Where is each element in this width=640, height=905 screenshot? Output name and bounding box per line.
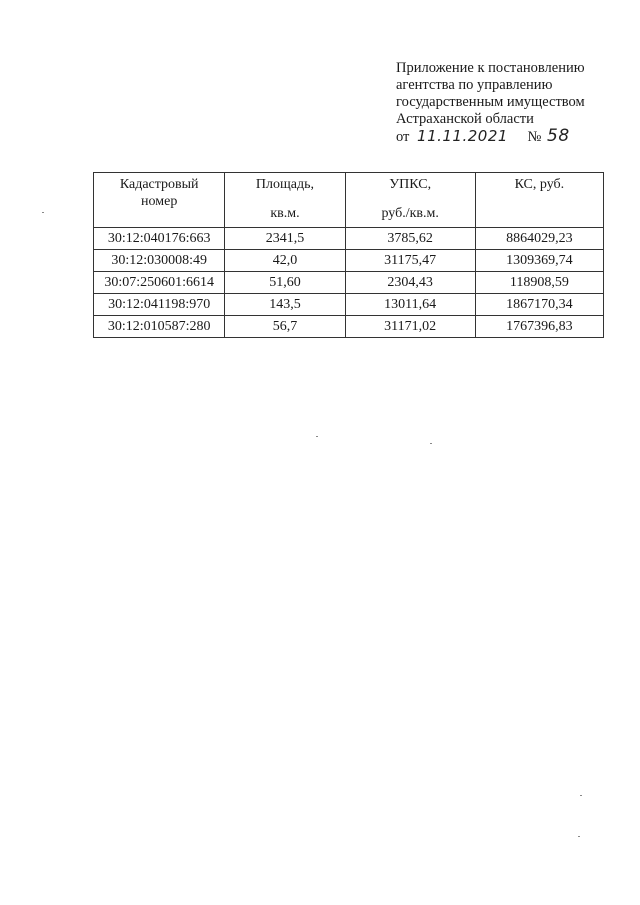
cell-area: 51,60 [225, 272, 345, 294]
cell-ks: 1309369,74 [475, 250, 603, 272]
column-header-line: номер [141, 194, 178, 209]
cell-cadastral-number: 30:12:010587:280 [94, 316, 225, 338]
from-label: от [396, 129, 410, 145]
cell-cadastral-number: 30:12:040176:663 [94, 228, 225, 250]
scan-speck [42, 212, 44, 213]
order-date-handwritten: 11.11.2021 [417, 127, 508, 145]
cell-cadastral-number: 30:12:030008:49 [94, 250, 225, 272]
table-row [94, 294, 604, 316]
cell-ks: 8864029,23 [475, 228, 603, 250]
scan-speck [580, 795, 582, 796]
cell-cadastral-number: 30:07:250601:6614 [94, 272, 225, 294]
column-header-line: Кадастровый [119, 177, 199, 192]
order-number-handwritten: 58 [547, 126, 570, 146]
column-header-cadastral-number [94, 173, 225, 228]
header-line-4: Астраханской области [396, 111, 534, 127]
cadastral-value-table [93, 172, 604, 338]
column-header-ks [475, 173, 603, 228]
column-header-line: УПКС, [389, 177, 432, 192]
cell-ks: 1767396,83 [475, 316, 603, 338]
cell-area: 42,0 [225, 250, 345, 272]
table-row [94, 272, 604, 294]
scan-speck [316, 436, 318, 437]
cell-upks: 13011,64 [345, 294, 475, 316]
cell-upks: 2304,43 [345, 272, 475, 294]
cell-ks: 118908,59 [475, 272, 603, 294]
column-header-line: КС, руб. [514, 177, 565, 192]
column-header-line: Площадь, [255, 177, 315, 192]
cell-ks: 1867170,34 [475, 294, 603, 316]
column-header-line: руб./кв.м. [381, 206, 439, 221]
cell-upks: 31175,47 [345, 250, 475, 272]
header-line-3: государственным имуществом [396, 94, 585, 110]
cell-upks: 3785,62 [345, 228, 475, 250]
table-row [94, 250, 604, 272]
scan-speck [578, 836, 580, 837]
cell-cadastral-number: 30:12:041198:970 [94, 294, 225, 316]
cell-upks: 31171,02 [345, 316, 475, 338]
cell-area: 2341,5 [225, 228, 345, 250]
column-header-area [225, 173, 345, 228]
scan-speck [430, 443, 432, 444]
column-header-line: кв.м. [270, 206, 300, 221]
header-line-1: Приложение к постановлению [396, 60, 585, 76]
appendix-header [396, 60, 636, 146]
table-row [94, 228, 604, 250]
order-reference [396, 128, 636, 146]
column-header-upks [345, 173, 475, 228]
cell-area: 143,5 [225, 294, 345, 316]
table-header-row [94, 173, 604, 228]
cell-area: 56,7 [225, 316, 345, 338]
header-line-2: агентства по управлению [396, 77, 553, 93]
number-label: № [527, 129, 542, 145]
table-row [94, 316, 604, 338]
